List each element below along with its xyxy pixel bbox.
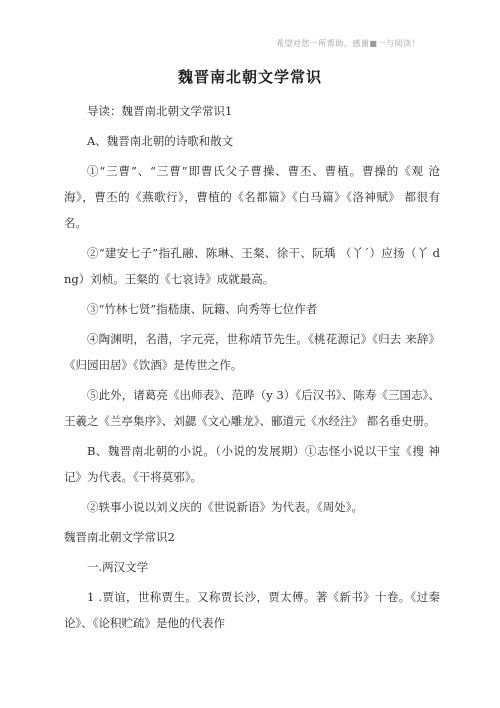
section-heading-a: A、魏晋南北朝的诗歌和散文 xyxy=(87,134,234,148)
document-body xyxy=(64,98,440,636)
paragraph-tao-yuanming: ④陶渊明，名潜，字元亮，世称靖节先生。《桃花源记》《归去 来辞》《归园田居》《饮酒》是传世之作。 xyxy=(64,332,440,372)
header-note: 希望对您一所帮助，感谢■一与阅读！ xyxy=(275,39,420,48)
paragraph-zhulin-qixian: ③“竹林七贤”指嵇康、阮籍、向秀等七位作者 xyxy=(87,302,318,316)
paragraph-other-works: ⑤此外，诸葛亮《出师表》、范晔（y 3）《后汉书》、陈寿《三国志》、王羲之《兰亭集序》、刘勰《文心雕龙》、郦道元《水经注》 都名垂史册。 xyxy=(64,388,440,428)
paragraph-jia-yi: 1 .贾谊，世称贾生。又称贾长沙，贾太傅。著《新书》十卷。《过秦论》、《论积贮疏》是他的代表作 xyxy=(64,590,440,630)
paragraph-anecdote-novels: ②轶事小说以刘义庆的《世说新语》为代表。《周处》。 xyxy=(87,500,363,514)
paragraph-san-cao: ①“三曹”、“三曹”即曹氏父子曹操、曹丕、曹植。曹操的《观 沧海》，曹丕的《燕歌行》，曹植的《名都篇》《白马篇》《洛神赋》 都很有名。 xyxy=(64,164,440,230)
section-heading-b: B、魏晋南北朝的小说。（小说的发展期）①志怪小说以干宝《搜 神记》为代表。《干将莫邪》。 xyxy=(64,444,440,484)
section-title-2: 魏晋南北朝文学常识2 xyxy=(64,530,175,544)
document-title: 魏晋南北朝文学常识 xyxy=(177,68,322,86)
section-heading-han: 一.两汉文学 xyxy=(87,560,149,574)
paragraph-jianan-qizi: ②“建安七子”指孔融、陈琳、王粲、徐干、阮瑀 （丫´）应扬（丫 d ng）刘桢。王粲的《七哀诗》成就最高。 xyxy=(64,246,440,286)
intro-paragraph: 导读：魏晋南北朝文学常识1 xyxy=(87,104,233,118)
